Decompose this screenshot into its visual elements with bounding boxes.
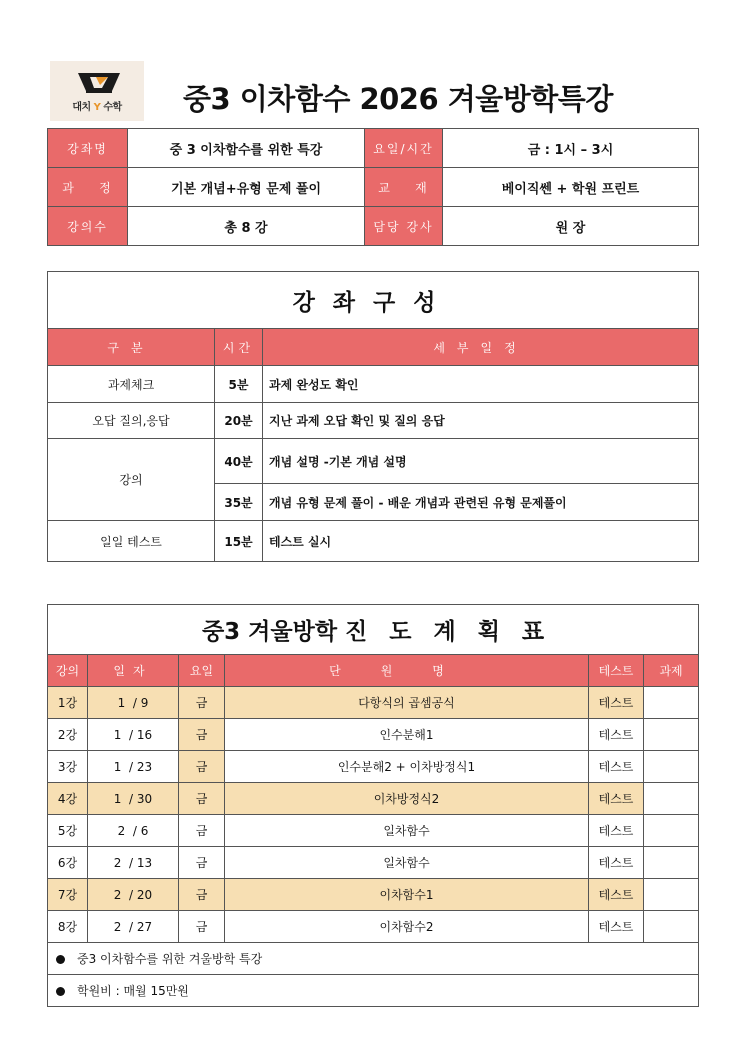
test-cell: 테스트	[589, 687, 644, 719]
unit-cell: 일차함수	[225, 815, 589, 847]
academy-logo	[50, 61, 144, 121]
day-cell: 금	[179, 719, 225, 751]
progress-row	[48, 879, 699, 911]
info-row	[48, 129, 699, 168]
lecture-cell: 4강	[48, 783, 88, 815]
test-cell: 테스트	[589, 879, 644, 911]
test-header: 테스트	[589, 655, 644, 687]
day-cell: 금	[179, 911, 225, 943]
homework-cell	[644, 719, 699, 751]
composition-row	[48, 439, 699, 484]
lecture-cell: 7강	[48, 879, 88, 911]
category-header: 구분	[48, 329, 215, 366]
course-name-label: 강좌명	[48, 129, 128, 168]
instructor-value: 원 장	[443, 207, 699, 246]
category-cell: 과제체크	[48, 366, 215, 403]
lecture-count-value: 총 8 강	[128, 207, 365, 246]
unit-cell: 일차함수	[225, 847, 589, 879]
textbook-value: 베이직쎈 + 학원 프린트	[443, 168, 699, 207]
test-cell: 테스트	[589, 783, 644, 815]
note-item: 중3 이차함수를 위한 겨울방학 특강	[48, 943, 699, 975]
day-cell: 금	[179, 815, 225, 847]
detail-cell: 개념 유형 문제 풀이 - 배운 개념과 관련된 유형 문제풀이	[263, 484, 699, 521]
composition-title: 강좌구성	[48, 272, 699, 329]
test-cell: 테스트	[589, 751, 644, 783]
date-cell: 2 / 6	[88, 815, 179, 847]
composition-row	[48, 521, 699, 562]
detail-cell: 테스트 실시	[263, 521, 699, 562]
category-cell: 일일 테스트	[48, 521, 215, 562]
lecture-cell: 5강	[48, 815, 88, 847]
progress-row	[48, 719, 699, 751]
curriculum-label: 과 정	[48, 168, 128, 207]
note-row	[48, 943, 699, 975]
detail-cell: 개념 설명 -기본 개념 설명	[263, 439, 699, 484]
test-cell: 테스트	[589, 815, 644, 847]
day-header: 요일	[179, 655, 225, 687]
lecture-cell: 2강	[48, 719, 88, 751]
time-cell: 15분	[215, 521, 263, 562]
note-item: 학원비 : 매월 15만원	[48, 975, 699, 1007]
unit-cell: 이차함수1	[225, 879, 589, 911]
progress-row	[48, 687, 699, 719]
info-row	[48, 207, 699, 246]
unit-cell: 다항식의 곱셈공식	[225, 687, 589, 719]
homework-header: 과제	[644, 655, 699, 687]
schedule-value: 금 : 1시 – 3시	[443, 129, 699, 168]
test-cell: 테스트	[589, 719, 644, 751]
composition-row	[48, 403, 699, 439]
composition-row	[48, 366, 699, 403]
lecture-cell: 8강	[48, 911, 88, 943]
day-cell: 금	[179, 783, 225, 815]
homework-cell	[644, 815, 699, 847]
time-cell: 40분	[215, 439, 263, 484]
category-cell: 오답 질의,응답	[48, 403, 215, 439]
lecture-count-label: 강의수	[48, 207, 128, 246]
date-cell: 1 / 23	[88, 751, 179, 783]
time-cell: 35분	[215, 484, 263, 521]
homework-cell	[644, 687, 699, 719]
day-cell: 금	[179, 847, 225, 879]
course-composition-table	[47, 271, 699, 562]
progress-row	[48, 815, 699, 847]
progress-title: 중3 겨울방학 진도계획표	[48, 605, 699, 655]
progress-header-row	[48, 655, 699, 687]
time-cell: 20분	[215, 403, 263, 439]
unit-cell: 이차방정식2	[225, 783, 589, 815]
unit-cell: 인수분해2 + 이차방정식1	[225, 751, 589, 783]
detail-cell: 지난 과제 오답 확인 및 질의 응답	[263, 403, 699, 439]
day-cell: 금	[179, 879, 225, 911]
unit-cell: 이차함수2	[225, 911, 589, 943]
progress-row	[48, 751, 699, 783]
homework-cell	[644, 847, 699, 879]
instructor-label: 담당 강사	[365, 207, 443, 246]
date-cell: 2 / 27	[88, 911, 179, 943]
date-cell: 2 / 20	[88, 879, 179, 911]
test-cell: 테스트	[589, 911, 644, 943]
homework-cell	[644, 879, 699, 911]
homework-cell	[644, 751, 699, 783]
unit-cell: 인수분해1	[225, 719, 589, 751]
date-cell: 1 / 16	[88, 719, 179, 751]
bullet-icon	[56, 987, 65, 996]
date-cell: 2 / 13	[88, 847, 179, 879]
lecture-cell: 1강	[48, 687, 88, 719]
lecture-cell: 3강	[48, 751, 88, 783]
page-title: 중3 이차함수 2026 겨울방학특강	[183, 82, 613, 116]
composition-header-row	[48, 329, 699, 366]
course-info-table	[47, 128, 699, 246]
bullet-icon	[56, 955, 65, 964]
day-cell: 금	[179, 687, 225, 719]
curriculum-value: 기본 개념+유형 문제 풀이	[128, 168, 365, 207]
time-cell: 5분	[215, 366, 263, 403]
time-header: 시간	[215, 329, 263, 366]
test-cell: 테스트	[589, 847, 644, 879]
lecture-header: 강의	[48, 655, 88, 687]
progress-row	[48, 783, 699, 815]
progress-plan-table	[47, 604, 699, 1007]
logo-icon	[50, 61, 144, 101]
course-name-value: 중 3 이차함수를 위한 특강	[128, 129, 365, 168]
textbook-label: 교 재	[365, 168, 443, 207]
note-row	[48, 975, 699, 1007]
category-cell: 강의	[48, 439, 215, 521]
date-cell: 1 / 9	[88, 687, 179, 719]
unit-header: 단원명	[225, 655, 589, 687]
date-cell: 1 / 30	[88, 783, 179, 815]
detail-cell: 과제 완성도 확인	[263, 366, 699, 403]
day-cell: 금	[179, 751, 225, 783]
lecture-cell: 6강	[48, 847, 88, 879]
homework-cell	[644, 783, 699, 815]
info-row	[48, 168, 699, 207]
detail-header: 세부일정	[263, 329, 699, 366]
progress-row	[48, 911, 699, 943]
homework-cell	[644, 911, 699, 943]
logo-text: 대치 Y 수학	[72, 102, 122, 113]
schedule-label: 요일/시간	[365, 129, 443, 168]
progress-row	[48, 847, 699, 879]
date-header: 일자	[88, 655, 179, 687]
